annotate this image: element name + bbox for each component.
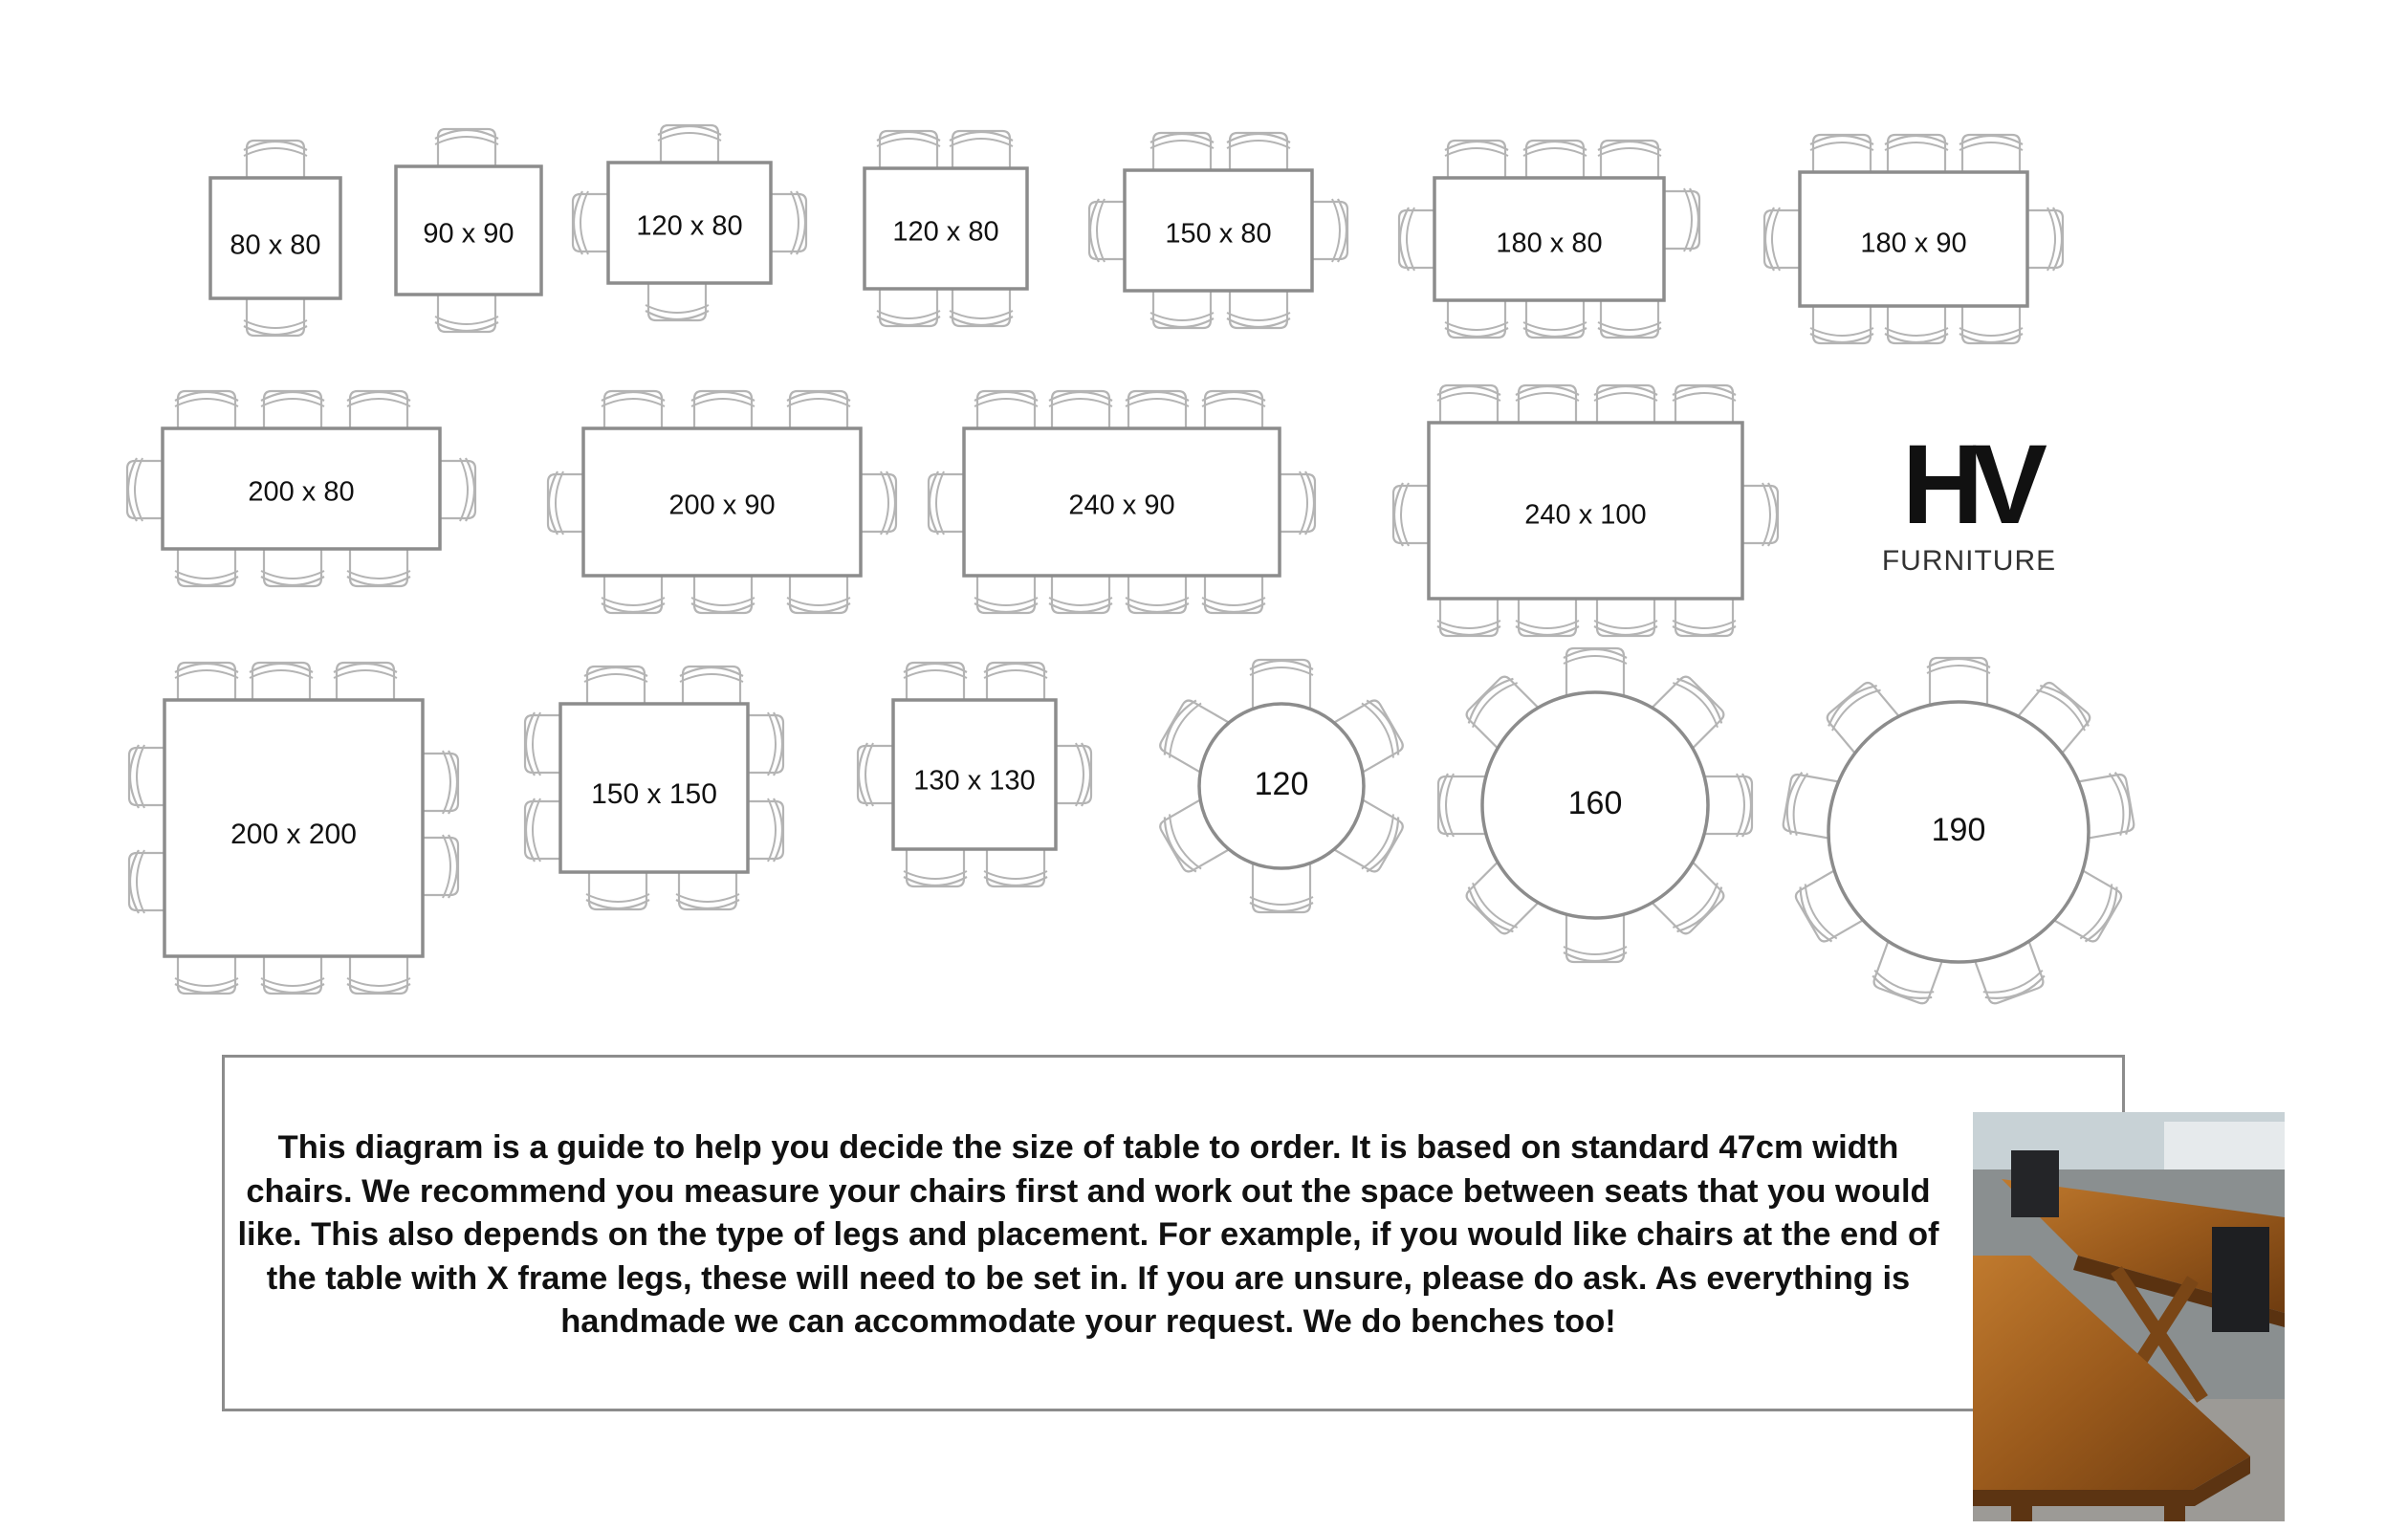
table-size-label: 150 x 150 <box>591 777 717 810</box>
table-size-label: 240 x 100 <box>1524 499 1647 531</box>
table-photo <box>1973 1112 2285 1521</box>
table-size-label: 120 x 80 <box>892 216 999 248</box>
table-0 <box>210 141 340 336</box>
table-12 <box>525 667 783 909</box>
note-text: This diagram is a guide to help you decide the size of table to order. It is based on standard 47cm width chairs. We recommend you measure your chairs first and work out the space between seats that you would like. This also depends on the type of legs and placement. For example, if you would like chairs at the end of the table with X frame legs, these will need to be set in. If you are unsure, please do ask. As everything is handmade we can accommodate your request. We do benches too! <box>237 1129 1939 1340</box>
table-10 <box>1393 385 1778 636</box>
table-size-label: 120 <box>1254 765 1309 802</box>
table-size-label: 90 x 90 <box>423 218 514 250</box>
table-size-label: 190 <box>1931 811 1986 848</box>
hv-furniture-logo <box>1863 413 2075 590</box>
table-size-label: 240 x 90 <box>1068 490 1175 521</box>
table-size-label: 200 x 90 <box>668 490 776 521</box>
table-2 <box>573 125 806 320</box>
table-4 <box>1089 133 1347 328</box>
table-8 <box>548 391 896 613</box>
round-table-14 <box>1156 660 1407 912</box>
table-7 <box>127 391 475 586</box>
table-size-label: 120 x 80 <box>636 210 743 242</box>
table-13 <box>858 663 1091 886</box>
logo-mark: HV <box>1902 422 2036 548</box>
logo-subtitle: FURNITURE <box>1881 545 2057 577</box>
table-size-label: 200 x 200 <box>230 818 357 850</box>
table-size-label: 150 x 80 <box>1165 218 1272 250</box>
round-table-16 <box>1782 658 2135 1006</box>
table-size-label: 180 x 80 <box>1496 228 1603 259</box>
table-9 <box>929 391 1315 613</box>
table-6 <box>1764 135 2063 343</box>
table-size-label: 80 x 80 <box>230 230 321 261</box>
round-table-15 <box>1438 648 1752 962</box>
table-size-label: 130 x 130 <box>913 765 1036 797</box>
table-1 <box>396 129 541 332</box>
table-size-label: 200 x 80 <box>248 476 355 508</box>
table-size-label: 180 x 90 <box>1860 228 1967 259</box>
table-11 <box>129 663 458 994</box>
table-size-label: 160 <box>1567 784 1623 821</box>
table-3 <box>865 131 1027 326</box>
table-photo-icon <box>1973 1112 2285 1521</box>
table-5 <box>1399 141 1699 338</box>
